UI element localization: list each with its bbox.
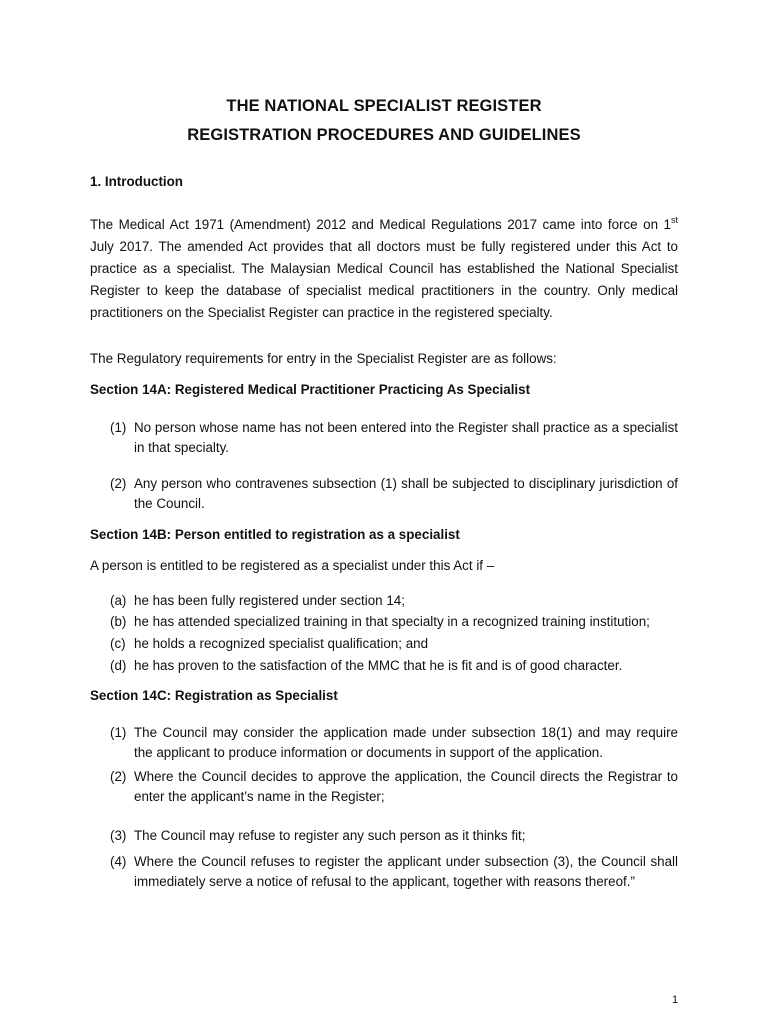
item-number: (1) <box>110 420 127 435</box>
section-14c-item-2 <box>110 767 678 807</box>
section-14b-item-a <box>110 591 678 611</box>
item-text: he has proven to the satisfaction of the MMC that he is fit and is of good character. <box>134 658 623 673</box>
section-14b-item-b <box>110 612 678 632</box>
item-number: (b) <box>110 614 127 629</box>
introduction-superscript: st <box>670 215 678 225</box>
item-number: (2) <box>110 476 127 491</box>
item-text: No person whose name has not been entered into the Register shall practice as a specialist in that specialty. <box>134 420 678 455</box>
section-14b-item-d <box>110 656 678 676</box>
section-14c-heading: Section 14C: Registration as Specialist <box>90 688 338 703</box>
section-14b-heading: Section 14B: Person entitled to registration as a specialist <box>90 527 460 542</box>
page-number: 1 <box>672 994 679 1006</box>
item-text: he has been fully registered under section 14; <box>134 593 405 608</box>
introduction-line-1 <box>90 214 678 236</box>
item-text: Where the Council refuses to register the applicant under subsection (3), the Council shall immediately serve a notice of refusal to the applicant, together with reasons thereof.” <box>134 854 678 889</box>
item-number: (1) <box>110 725 127 740</box>
item-number: (c) <box>110 636 126 651</box>
item-number: (3) <box>110 828 127 843</box>
section-14c-item-1 <box>110 723 678 763</box>
item-number: (2) <box>110 769 127 784</box>
item-text: Any person who contravenes subsection (1) shall be subjected to disciplinary jurisdiction of the Council. <box>134 476 678 511</box>
section-14c-item-4 <box>110 852 678 892</box>
section-14a-item-2 <box>110 474 678 514</box>
item-text: Where the Council decides to approve the application, the Council directs the Registrar to enter the applicant’s name in the Register; <box>134 769 678 804</box>
section-14a-heading: Section 14A: Registered Medical Practitioner Practicing As Specialist <box>90 382 531 397</box>
section-14a-item-1 <box>110 418 678 458</box>
section-14b-lead: A person is entitled to be registered as a specialist under this Act if – <box>90 558 495 573</box>
section-14c-item-3 <box>110 826 678 846</box>
item-text: The Council may refuse to register any such person as it thinks fit; <box>134 828 526 843</box>
item-text: he holds a recognized specialist qualification; and <box>134 636 429 651</box>
item-number: (4) <box>110 854 127 869</box>
item-number: (d) <box>110 658 127 673</box>
introduction-heading: 1. Introduction <box>90 174 183 189</box>
document-title-line-2: REGISTRATION PROCEDURES AND GUIDELINES <box>187 126 581 144</box>
introduction-line-1-text: The Medical Act 1971 (Amendment) 2012 and Medical Regulations 2017 came into force on 1 <box>90 217 671 232</box>
introduction-rest: July 2017. The amended Act provides that all doctors must be fully registered under this Act to practice as a specialist. The Malaysian Medical Council has established the National Specialist Register to keep the database of specialist medical practitioners in the country. Only medical practitioners on the Specialist Register can practice in the registered specialty. <box>90 239 678 320</box>
item-number: (a) <box>110 593 127 608</box>
regulatory-intro: The Regulatory requirements for entry in the Specialist Register are as follows: <box>90 351 557 366</box>
item-text: The Council may consider the application made under subsection 18(1) and may require the applicant to produce information or documents in support of the application. <box>134 725 678 760</box>
section-14b-item-c <box>110 634 678 654</box>
introduction-paragraph <box>90 214 678 324</box>
document-title-line-1: THE NATIONAL SPECIALIST REGISTER <box>226 97 542 115</box>
item-text: he has attended specialized training in that specialty in a recognized training institution; <box>134 614 650 629</box>
